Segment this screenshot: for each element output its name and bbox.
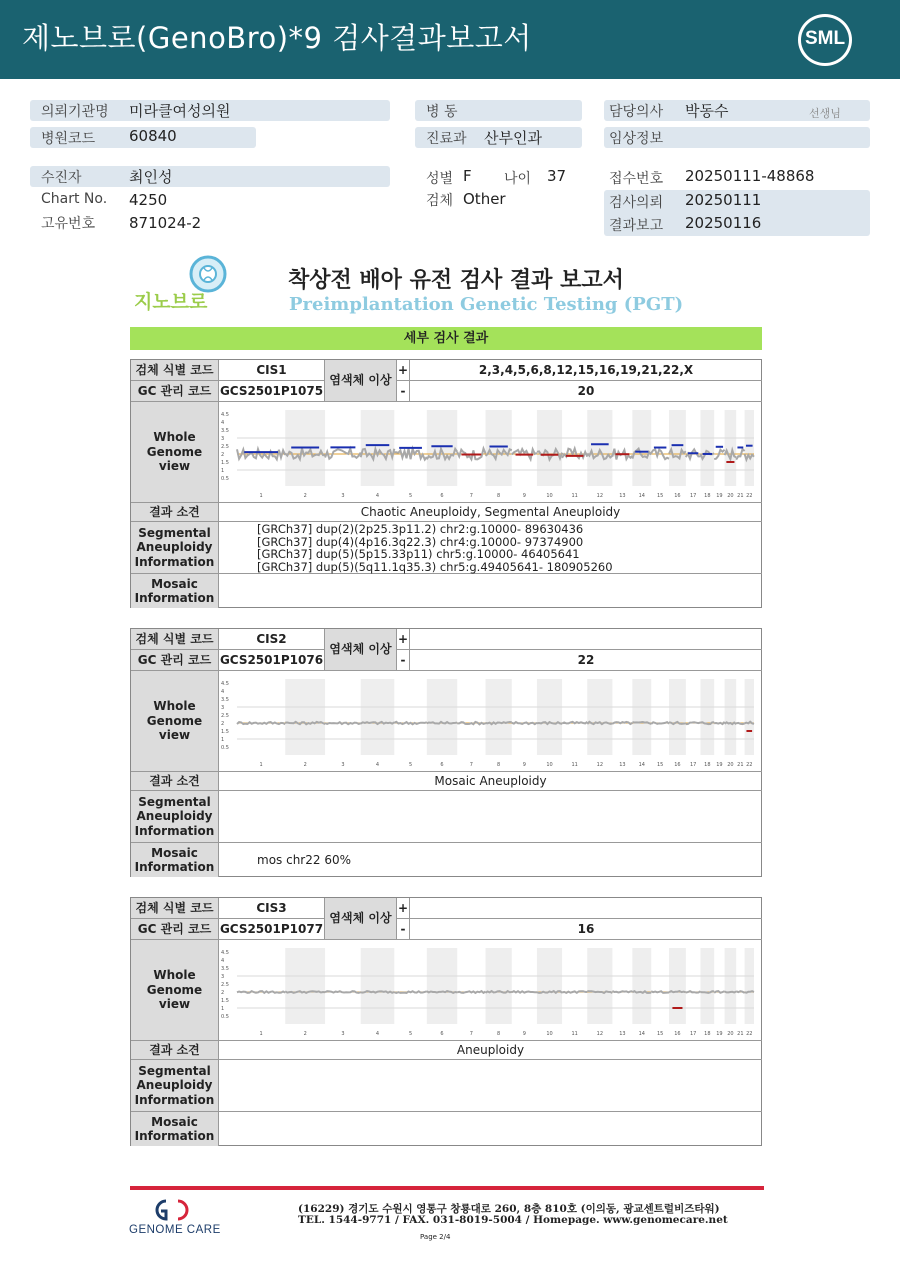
sample-code-label: 검체 식별 코드: [131, 629, 219, 650]
chromosome-band: [632, 948, 651, 1024]
chromosome-band: [745, 410, 754, 486]
specimen-value: Other: [463, 190, 506, 208]
y-tick-label: 2.5: [221, 713, 229, 719]
clinical-label: 임상정보: [609, 131, 664, 147]
receipt-value: 20250111-48868: [685, 167, 815, 185]
x-tick-label: 22: [746, 1031, 753, 1037]
y-tick-label: 2: [221, 990, 225, 996]
copy-number-trace: [394, 991, 427, 993]
sample-code: CIS3: [219, 898, 325, 919]
chromosome-band: [669, 948, 686, 1024]
segmental-item: [GRCh37] dup(5)(5p15.33p11) chr5:g.10000- 46405641: [257, 547, 580, 561]
sample-table-1: [130, 359, 762, 608]
copy-number-trace: [457, 991, 485, 993]
x-tick-label: 20: [727, 762, 734, 768]
chromosome-band: [285, 679, 325, 755]
x-tick-label: 22: [746, 762, 753, 768]
finding-value: Mosaic Aneuploidy: [219, 772, 762, 791]
y-tick-label: 2.5: [221, 444, 229, 450]
x-tick-label: 20: [727, 493, 734, 499]
gc-code-label: GC 관리 코드: [131, 650, 219, 671]
finding-label: 결과 소견: [131, 1041, 219, 1060]
hospital-code-value: 60840: [129, 127, 177, 145]
x-tick-label: 11: [571, 1031, 578, 1037]
chromosome-band: [669, 679, 686, 755]
x-tick-label: 8: [497, 1031, 501, 1037]
gain-chromosomes: 2,3,4,5,6,8,12,15,16,19,21,22,X: [410, 360, 762, 381]
copy-number-trace: [394, 722, 427, 725]
segmental-item: [GRCh37] dup(4)(4p16.3q22.3) chr4:g.10000- 97374900: [257, 534, 584, 549]
pgt-subtitle: Preimplantation Genetic Testing (PGT): [289, 294, 684, 315]
report-title: 제노브로(GenoBro)*9 검사결과보고서: [22, 21, 532, 55]
y-tick-label: 4.5: [221, 412, 229, 418]
finding-label: 결과 소견: [131, 772, 219, 791]
segmental-value: [219, 791, 762, 843]
x-tick-label: 20: [727, 1031, 734, 1037]
sample-table-2: [130, 628, 762, 877]
chrom-abn-label: 염색체 이상: [325, 360, 397, 402]
x-tick-label: 21: [737, 762, 744, 768]
dept-value: 산부인과: [484, 129, 542, 147]
x-tick-label: 18: [704, 1031, 711, 1037]
copy-number-trace: [237, 991, 285, 993]
copy-number-trace: [562, 991, 587, 993]
footer-divider: [130, 1186, 764, 1190]
ward-label: 병 동: [426, 104, 458, 120]
copy-number-trace: [325, 722, 361, 724]
company-contact: TEL. 1544-9771 / FAX. 031-8019-5004 / Homepage. www.genomecare.net: [298, 1214, 728, 1226]
gain-sign: +: [397, 898, 410, 919]
x-tick-label: 5: [408, 762, 413, 768]
mosaic-value: [219, 574, 762, 608]
x-tick-label: 10: [546, 762, 553, 768]
y-tick-label: 1.5: [221, 460, 229, 466]
sample-code: CIS2: [219, 629, 325, 650]
x-tick-label: 4: [375, 1031, 380, 1037]
chromosome-band: [427, 948, 457, 1024]
y-tick-label: 3: [221, 974, 225, 980]
hospital-code-label: 병원코드: [41, 131, 96, 147]
whole-genome-label: Whole Genome view: [131, 402, 219, 503]
segmental-label: Segmental Aneuploidy Information: [131, 522, 219, 574]
patient-value: 최인성: [129, 168, 173, 186]
sex-value: F: [463, 167, 472, 185]
y-tick-label: 3.5: [221, 697, 229, 703]
segmental-value: [219, 1060, 762, 1112]
x-tick-label: 17: [689, 762, 697, 768]
chromosome-band: [701, 948, 715, 1024]
x-tick-label: 13: [619, 1031, 626, 1037]
y-tick-label: 2.5: [221, 982, 229, 988]
x-tick-label: 12: [596, 1031, 604, 1037]
loss-chromosomes: 20: [410, 381, 762, 402]
segmental-label: Segmental Aneuploidy Information: [131, 1060, 219, 1112]
x-tick-label: 1: [259, 762, 263, 768]
x-tick-label: 6: [440, 762, 444, 768]
chromosome-band: [587, 679, 612, 755]
pgt-title: 착상전 배아 유전 검사 결과 보고서: [288, 268, 624, 293]
section-bar: 세부 검사 결과: [130, 327, 762, 350]
x-tick-label: 22: [746, 493, 753, 499]
x-tick-label: 3: [341, 493, 345, 499]
genome-plot: [219, 402, 762, 503]
copy-number-trace: [512, 991, 537, 993]
x-tick-label: 10: [546, 493, 553, 499]
x-tick-label: 21: [737, 1031, 744, 1037]
x-tick-label: 16: [674, 1031, 681, 1037]
y-tick-label: 4.5: [221, 950, 229, 956]
chromosome-band: [361, 679, 395, 755]
chromosome-band: [537, 410, 562, 486]
copy-number-trace: [237, 722, 285, 724]
chromosome-band: [587, 410, 612, 486]
genome-plot: [219, 940, 762, 1041]
y-tick-label: 0.5: [221, 476, 229, 482]
genome-care-name: GENOME CARE: [129, 1224, 221, 1236]
x-tick-label: 13: [619, 762, 626, 768]
x-tick-label: 12: [596, 762, 604, 768]
sample-code: CIS1: [219, 360, 325, 381]
chromosome-band: [701, 410, 715, 486]
chromosome-band: [427, 679, 457, 755]
chromosome-band: [361, 410, 395, 486]
x-tick-label: 1: [259, 493, 263, 499]
x-tick-label: 2: [303, 1031, 307, 1037]
x-tick-label: 2: [303, 493, 307, 499]
chromosome-band: [725, 410, 737, 486]
x-tick-label: 10: [546, 1031, 553, 1037]
segmental-item: [GRCh37] dup(5)(5q11.1q35.3) chr5:g.49405641- 180905260: [257, 559, 613, 574]
x-tick-label: 7: [469, 762, 473, 768]
request-label: 검사의뢰: [609, 195, 664, 211]
loss-sign: -: [397, 919, 410, 940]
gain-sign: +: [397, 360, 410, 381]
x-tick-label: 15: [656, 1031, 664, 1037]
segmental-label: Segmental Aneuploidy Information: [131, 791, 219, 843]
genobro-logo: [130, 254, 245, 316]
header-bar: [0, 0, 900, 79]
copy-number-trace: [285, 991, 325, 993]
doctor-value: 박동수: [685, 102, 729, 120]
copy-number-trace: [736, 723, 744, 724]
genome-plot: [219, 671, 762, 772]
finding-label: 결과 소견: [131, 503, 219, 522]
loss-chromosomes: 16: [410, 919, 762, 940]
y-tick-label: 3: [221, 705, 225, 711]
x-tick-label: 8: [497, 762, 501, 768]
chromosome-band: [745, 679, 754, 755]
loss-sign: -: [397, 381, 410, 402]
age-value: 37: [547, 167, 567, 185]
y-tick-label: 3.5: [221, 428, 229, 434]
x-tick-label: 7: [469, 493, 473, 499]
copy-number-trace: [651, 991, 669, 993]
y-tick-label: 1: [221, 737, 225, 743]
x-tick-label: 4: [375, 493, 380, 499]
y-tick-label: 1: [221, 468, 225, 474]
y-tick-label: 3: [221, 436, 225, 442]
x-tick-label: 12: [596, 493, 604, 499]
sample-code-label: 검체 식별 코드: [131, 360, 219, 381]
x-tick-label: 9: [522, 493, 526, 499]
finding-value: Chaotic Aneuploidy, Segmental Aneuploidy: [219, 503, 762, 522]
sml-logo: [798, 14, 852, 66]
chromosome-band: [361, 948, 395, 1024]
x-tick-label: 11: [571, 493, 578, 499]
whole-genome-plot-cell: [219, 940, 762, 1041]
report-label: 결과보고: [609, 218, 664, 234]
chromosome-band: [427, 410, 457, 486]
mosaic-label: Mosaic Information: [131, 574, 219, 608]
copy-number-trace: [361, 991, 395, 993]
doctor-suffix: 선생님: [809, 107, 841, 120]
copy-number-trace: [686, 991, 701, 993]
uid-label: 고유번호: [41, 216, 96, 232]
x-tick-label: 15: [656, 762, 664, 768]
y-tick-label: 0.5: [221, 745, 229, 751]
x-tick-label: 1: [259, 1031, 263, 1037]
chromosome-band: [486, 679, 512, 755]
x-tick-label: 4: [375, 762, 380, 768]
x-tick-label: 2: [303, 762, 307, 768]
age-label: 나이: [504, 171, 532, 187]
gc-code: GCS2501P1075: [219, 381, 325, 402]
x-tick-label: 8: [497, 493, 501, 499]
y-tick-label: 4.5: [221, 681, 229, 687]
copy-number-trace: [714, 722, 724, 724]
y-tick-label: 4: [221, 689, 225, 695]
x-tick-label: 19: [716, 1031, 723, 1037]
y-tick-label: 4: [221, 958, 225, 964]
x-tick-label: 5: [408, 493, 413, 499]
x-tick-label: 14: [638, 762, 645, 768]
gc-code-label: GC 관리 코드: [131, 381, 219, 402]
copy-number-trace: [651, 722, 669, 724]
y-tick-label: 1.5: [221, 729, 229, 735]
y-tick-label: 2: [221, 452, 225, 458]
loss-chromosomes: 22: [410, 650, 762, 671]
chromosome-band: [701, 679, 715, 755]
whole-genome-plot-cell: [219, 402, 762, 503]
x-tick-label: 17: [689, 1031, 697, 1037]
copy-number-trace: [725, 992, 737, 993]
copy-number-trace: [457, 722, 485, 724]
x-tick-label: 16: [674, 762, 681, 768]
y-tick-label: 1.5: [221, 998, 229, 1004]
gc-code: GCS2501P1076: [219, 650, 325, 671]
x-tick-label: 3: [341, 762, 345, 768]
genome-care-logo-icon: [152, 1198, 192, 1222]
chrom-abn-label: 염색체 이상: [325, 898, 397, 940]
whole-genome-label: Whole Genome view: [131, 671, 219, 772]
report-value: 20250116: [685, 214, 762, 232]
uid-value: 871024-2: [129, 214, 202, 232]
mosaic-value: mos chr22 60%: [257, 852, 351, 867]
x-tick-label: 3: [341, 1031, 345, 1037]
copy-number-trace: [512, 722, 537, 724]
patient-label: 수진자: [41, 170, 82, 186]
x-tick-label: 15: [656, 493, 664, 499]
copy-number-trace: [714, 991, 724, 993]
x-tick-label: 21: [737, 493, 744, 499]
copy-number-trace: [612, 722, 632, 724]
whole-genome-label: Whole Genome view: [131, 940, 219, 1041]
y-tick-label: 1: [221, 1006, 225, 1012]
copy-number-trace: [612, 991, 632, 993]
x-tick-label: 11: [571, 762, 578, 768]
segmental-list: [257, 523, 613, 573]
x-tick-label: 9: [522, 762, 526, 768]
x-tick-label: 17: [689, 493, 697, 499]
institution-value: 미라클여성의원: [129, 102, 231, 120]
sml-logo-text: SML: [804, 28, 846, 49]
sample-code-label: 검체 식별 코드: [131, 898, 219, 919]
chromosome-band: [745, 948, 754, 1024]
x-tick-label: 19: [716, 493, 723, 499]
chromosome-band: [587, 948, 612, 1024]
x-tick-label: 6: [440, 1031, 444, 1037]
y-tick-label: 2: [221, 721, 225, 727]
gain-sign: +: [397, 629, 410, 650]
sex-label: 성별: [426, 171, 454, 187]
x-tick-label: 19: [716, 762, 723, 768]
chromosome-band: [285, 948, 325, 1024]
y-tick-label: 3.5: [221, 966, 229, 972]
y-tick-label: 4: [221, 420, 225, 426]
gain-chromosomes: [410, 629, 762, 650]
institution-label: 의뢰기관명: [41, 104, 109, 120]
dept-label: 진료과: [426, 131, 467, 147]
x-tick-label: 7: [469, 1031, 473, 1037]
gain-chromosomes: [410, 898, 762, 919]
chromosome-band: [725, 948, 737, 1024]
genobro-logo-text: 지노브로: [134, 291, 208, 313]
x-tick-label: 14: [638, 493, 645, 499]
chromosome-band: [725, 679, 737, 755]
page-number: Page 2/4: [420, 1233, 451, 1241]
chromosome-band: [537, 679, 562, 755]
specimen-label: 검체: [426, 193, 454, 209]
chromosome-band: [537, 948, 562, 1024]
copy-number-trace: [669, 991, 686, 992]
x-tick-label: 18: [704, 493, 711, 499]
copy-number-trace: [325, 991, 361, 993]
x-tick-label: 5: [408, 1031, 413, 1037]
company-address: (16229) 경기도 수원시 영통구 창룡대로 260, 8층 810호 (이의동, 광교센트럴비즈타워): [298, 1203, 720, 1215]
whole-genome-plot-cell: [219, 671, 762, 772]
receipt-label: 접수번호: [609, 171, 664, 187]
segmental-item: [GRCh37] dup(2)(2p25.3p11.2) chr2:g.10000- 89630436: [257, 522, 584, 536]
copy-number-trace: [427, 722, 457, 724]
chrom-abn-label: 염색체 이상: [325, 629, 397, 671]
x-tick-label: 14: [638, 1031, 645, 1037]
x-tick-label: 6: [440, 493, 444, 499]
loss-sign: -: [397, 650, 410, 671]
x-tick-label: 9: [522, 1031, 526, 1037]
chromosome-band: [632, 679, 651, 755]
gc-code-label: GC 관리 코드: [131, 919, 219, 940]
mosaic-label: Mosaic Information: [131, 843, 219, 877]
x-tick-label: 13: [619, 493, 626, 499]
y-tick-label: 0.5: [221, 1014, 229, 1020]
mosaic-value: [219, 1112, 762, 1146]
copy-number-trace: [562, 722, 587, 724]
chromosome-band: [486, 948, 512, 1024]
chart-value: 4250: [129, 191, 168, 209]
gc-code: GCS2501P1077: [219, 919, 325, 940]
sample-table-3: [130, 897, 762, 1146]
mosaic-label: Mosaic Information: [131, 1112, 219, 1146]
copy-number-trace: [736, 991, 744, 993]
patient-row: [30, 166, 390, 187]
finding-value: Aneuploidy: [219, 1041, 762, 1060]
chromosome-band: [632, 410, 651, 486]
doctor-label: 담당의사: [609, 104, 664, 120]
x-tick-label: 16: [674, 493, 681, 499]
request-value: 20250111: [685, 191, 762, 209]
chart-label: Chart No.: [41, 191, 108, 207]
x-tick-label: 18: [704, 762, 711, 768]
